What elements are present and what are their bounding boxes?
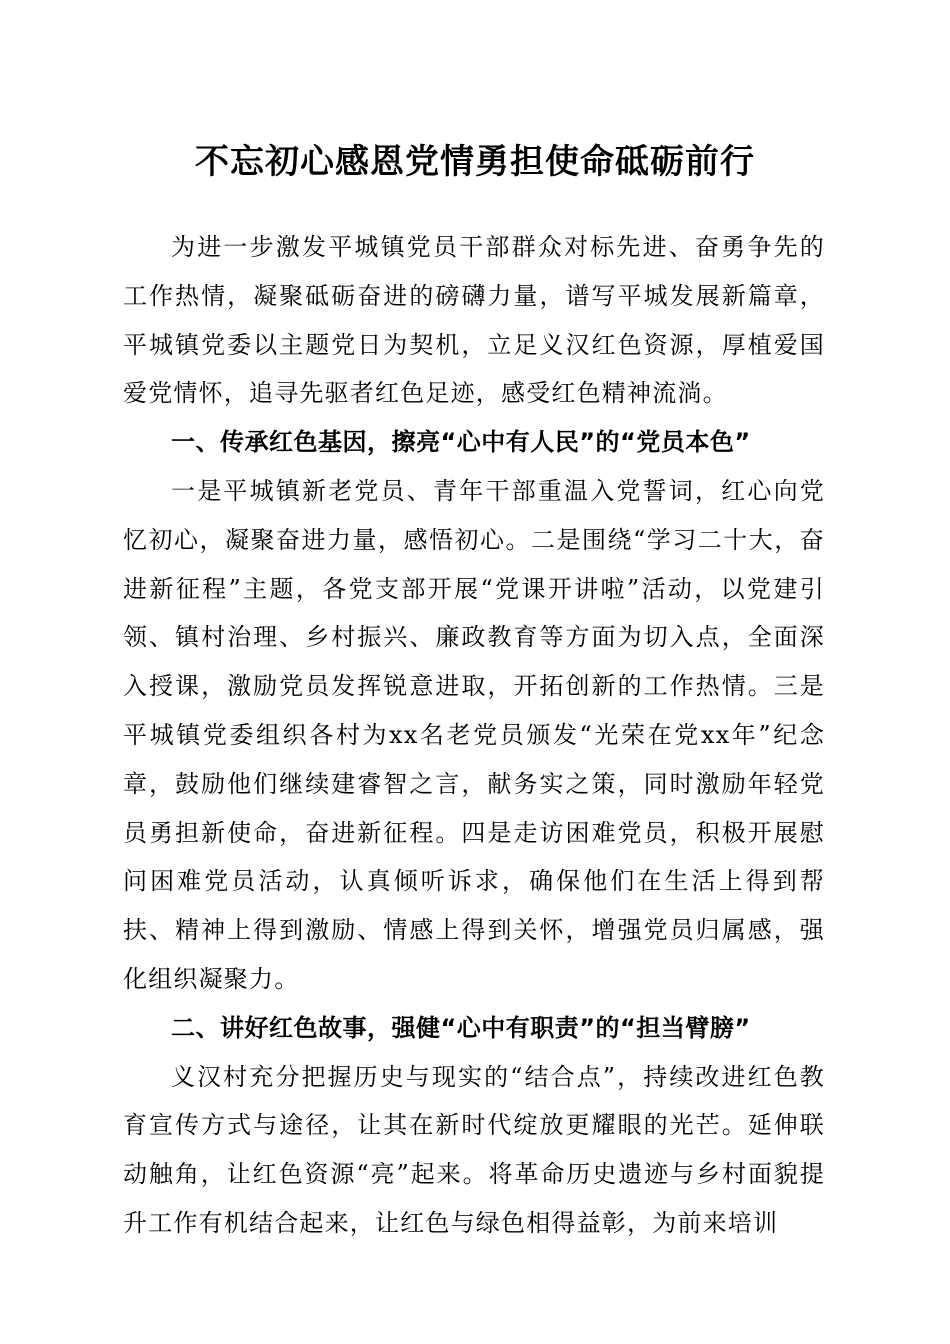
section-2-paragraph: 义汉村充分把握历史与现实的“结合点”，持续改进红色教育宣传方式与途径，让其在新时代绽放更耀眼的光芒。延伸联动触角，让红色资源“亮”起来。将革命历史遗迹与乡村面貌提升工作有机结合起来，让红色与绿色相得益彰，为前来培训 (123, 1062, 825, 1237)
document-title: 不忘初心感恩党情勇担使命砥砺前行 (195, 142, 755, 182)
intro-paragraph: 为进一步激发平城镇党员干部群众对标先进、奋勇争先的工作热情，凝聚砥砺奋进的磅礴力量，谱写平城发展新篇章，平城镇党委以主题党日为契机，立足义汉红色资源，厚植爱国爱党情怀，追寻先驱者红色足迹，感受红色精神流淌。 (123, 233, 825, 408)
section-1-heading: 一、传承红色基因，擦亮“心中有人民”的“党员本色” (171, 428, 751, 457)
document-body (123, 223, 825, 1248)
section-1-paragraph: 一是平城镇新老党员、青年干部重温入党誓词，红心向党忆初心，凝聚奋进力量，感悟初心。二是围绕“学习二十大，奋进新征程”主题，各党支部开展“党课开讲啦”活动，以党建引领、镇村治理、乡村振兴、廉政教育等方面为切入点，全面深入授课，激励党员发挥锐意进取，开拓创新的工作热情。三是平城镇党委组织各村为xx名老党员颁发“光荣在党xx年”纪念章，鼓励他们继续建睿智之言，献务实之策，同时激励年轻党员勇担新使命，奋进新征程。四是走访困难党员，积极开展慰问困难党员活动，认真倾听诉求，确保他们在生活上得到帮扶、精神上得到激励、情感上得到关怀，增强党员归属感，强化组织凝聚力。 (123, 476, 825, 993)
section-2-heading: 二、讲好红色故事，强健“心中有职责”的“担当臂膀” (171, 1013, 751, 1042)
